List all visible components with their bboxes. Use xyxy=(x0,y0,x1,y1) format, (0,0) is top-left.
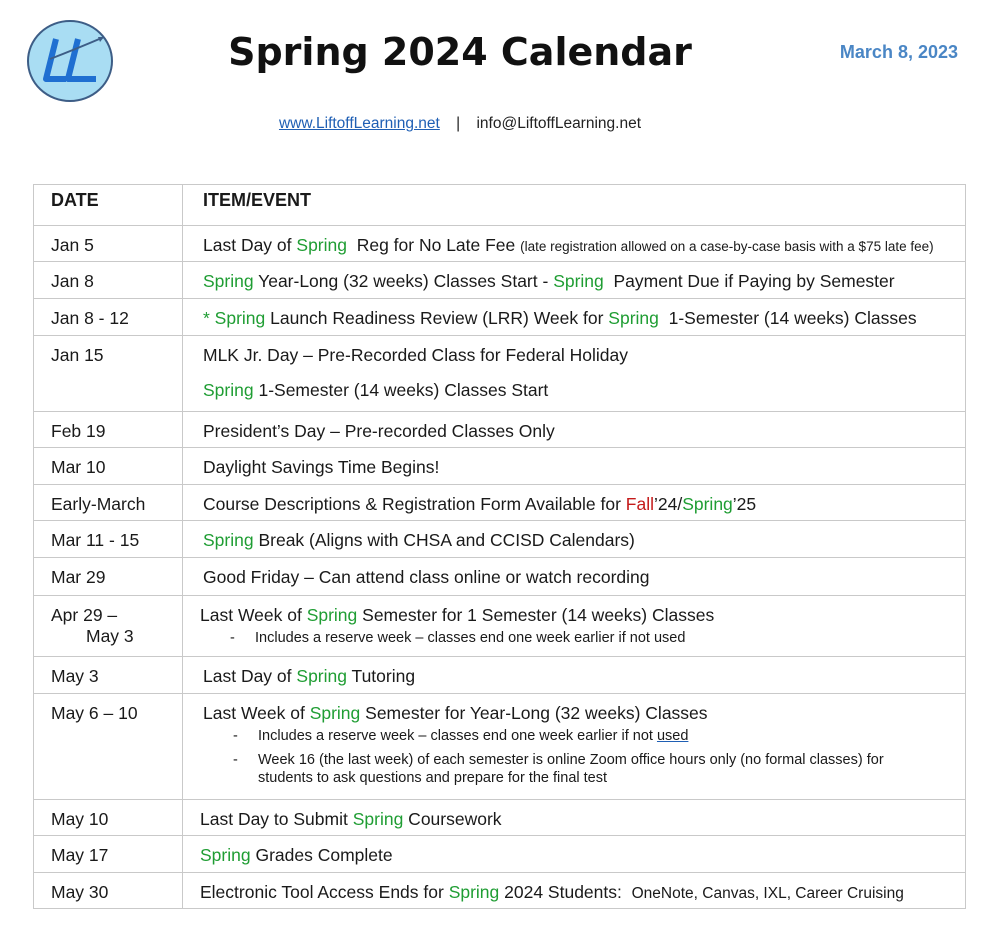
row-date: Jan 15 xyxy=(34,336,183,412)
row-date: Apr 29 – May 3 xyxy=(34,596,183,657)
table-row xyxy=(34,558,966,596)
row-event: Course Descriptions & Registration Form Available for Fall’24/Spring’25 xyxy=(183,485,966,521)
row-event: MLK Jr. Day – Pre-Recorded Class for Federal Holiday Spring 1-Semester (14 weeks) Classes Start xyxy=(183,336,966,412)
row-event: Spring Grades Complete xyxy=(183,836,966,873)
table-row xyxy=(34,485,966,521)
row-event: Last Week of Spring Semester for Year-Long (32 weeks) Classes - Includes a reserve week – classes end one week earlier if not used - Week 16 (the last week) of each semester is online Zoom office hours only (no formal classes) for students to ask questions and prepare for the final test xyxy=(183,694,966,800)
row-date: May 6 – 10 xyxy=(34,694,183,800)
row-event: * Spring Launch Readiness Review (LRR) Week for Spring 1-Semester (14 weeks) Classes xyxy=(183,299,966,336)
table-row xyxy=(34,873,966,909)
row-event: Last Day of Spring Tutoring xyxy=(183,657,966,694)
table-row xyxy=(34,448,966,485)
table-row xyxy=(34,299,966,336)
table-row xyxy=(34,336,966,412)
liftoff-logo-icon xyxy=(26,19,114,103)
row-event: Last Day of Spring Reg for No Late Fee (late registration allowed on a case-by-case basis with a $75 late fee) xyxy=(183,226,966,262)
row-date: May 17 xyxy=(34,836,183,873)
row-date: Jan 8 xyxy=(34,262,183,299)
header-event: ITEM/EVENT xyxy=(183,185,966,226)
website-link[interactable]: www.LiftoffLearning.net xyxy=(278,115,440,132)
table-row xyxy=(34,262,966,299)
table-row xyxy=(34,657,966,694)
table-row xyxy=(34,596,966,657)
contact-separator: | xyxy=(456,115,461,132)
table-row xyxy=(34,800,966,836)
row-date: Jan 5 xyxy=(34,226,183,262)
table-header-row xyxy=(34,185,966,226)
document-date: March 8, 2023 xyxy=(839,42,958,62)
row-date: May 30 xyxy=(34,873,183,909)
table-row xyxy=(34,412,966,448)
contact-line xyxy=(0,115,920,133)
table-row xyxy=(34,521,966,558)
row-event: Daylight Savings Time Begins! xyxy=(183,448,966,485)
row-date: Early-March xyxy=(34,485,183,521)
row-event: President’s Day – Pre-recorded Classes Only xyxy=(183,412,966,448)
row-event: Last Day to Submit Spring Coursework xyxy=(183,800,966,836)
table-row xyxy=(34,836,966,873)
row-event: Spring Break (Aligns with CHSA and CCISD Calendars) xyxy=(183,521,966,558)
row-event: Last Week of Spring Semester for 1 Semester (14 weeks) Classes - Includes a reserve week – classes end one week earlier if not used xyxy=(183,596,966,657)
row-date: Jan 8 - 12 xyxy=(34,299,183,336)
logo xyxy=(26,19,114,103)
sub-bullet: - Includes a reserve week – classes end one week earlier if not used xyxy=(200,629,965,647)
row-date: Mar 10 xyxy=(34,448,183,485)
table-row xyxy=(34,694,966,800)
email-address: info@LiftoffLearning.net xyxy=(476,115,642,132)
row-date: May 3 xyxy=(34,657,183,694)
row-date: Mar 29 xyxy=(34,558,183,596)
row-event: Good Friday – Can attend class online or watch recording xyxy=(183,558,966,596)
calendar-table xyxy=(33,184,966,909)
sub-bullet: - Includes a reserve week – classes end one week earlier if not used xyxy=(203,727,965,745)
sub-bullet: - Week 16 (the last week) of each semester is online Zoom office hours only (no formal classes) for students to ask questions and prepare for the final test xyxy=(203,751,965,787)
row-date: Mar 11 - 15 xyxy=(34,521,183,558)
row-event: Spring Year-Long (32 weeks) Classes Start - Spring Payment Due if Paying by Semester xyxy=(183,262,966,299)
row-date: Feb 19 xyxy=(34,412,183,448)
row-date: May 10 xyxy=(34,800,183,836)
table-row xyxy=(34,226,966,262)
header-date: DATE xyxy=(34,185,183,226)
row-event: Electronic Tool Access Ends for Spring 2024 Students: OneNote, Canvas, IXL, Career Cruising xyxy=(183,873,966,909)
page-title: Spring 2024 Calendar xyxy=(228,30,692,74)
